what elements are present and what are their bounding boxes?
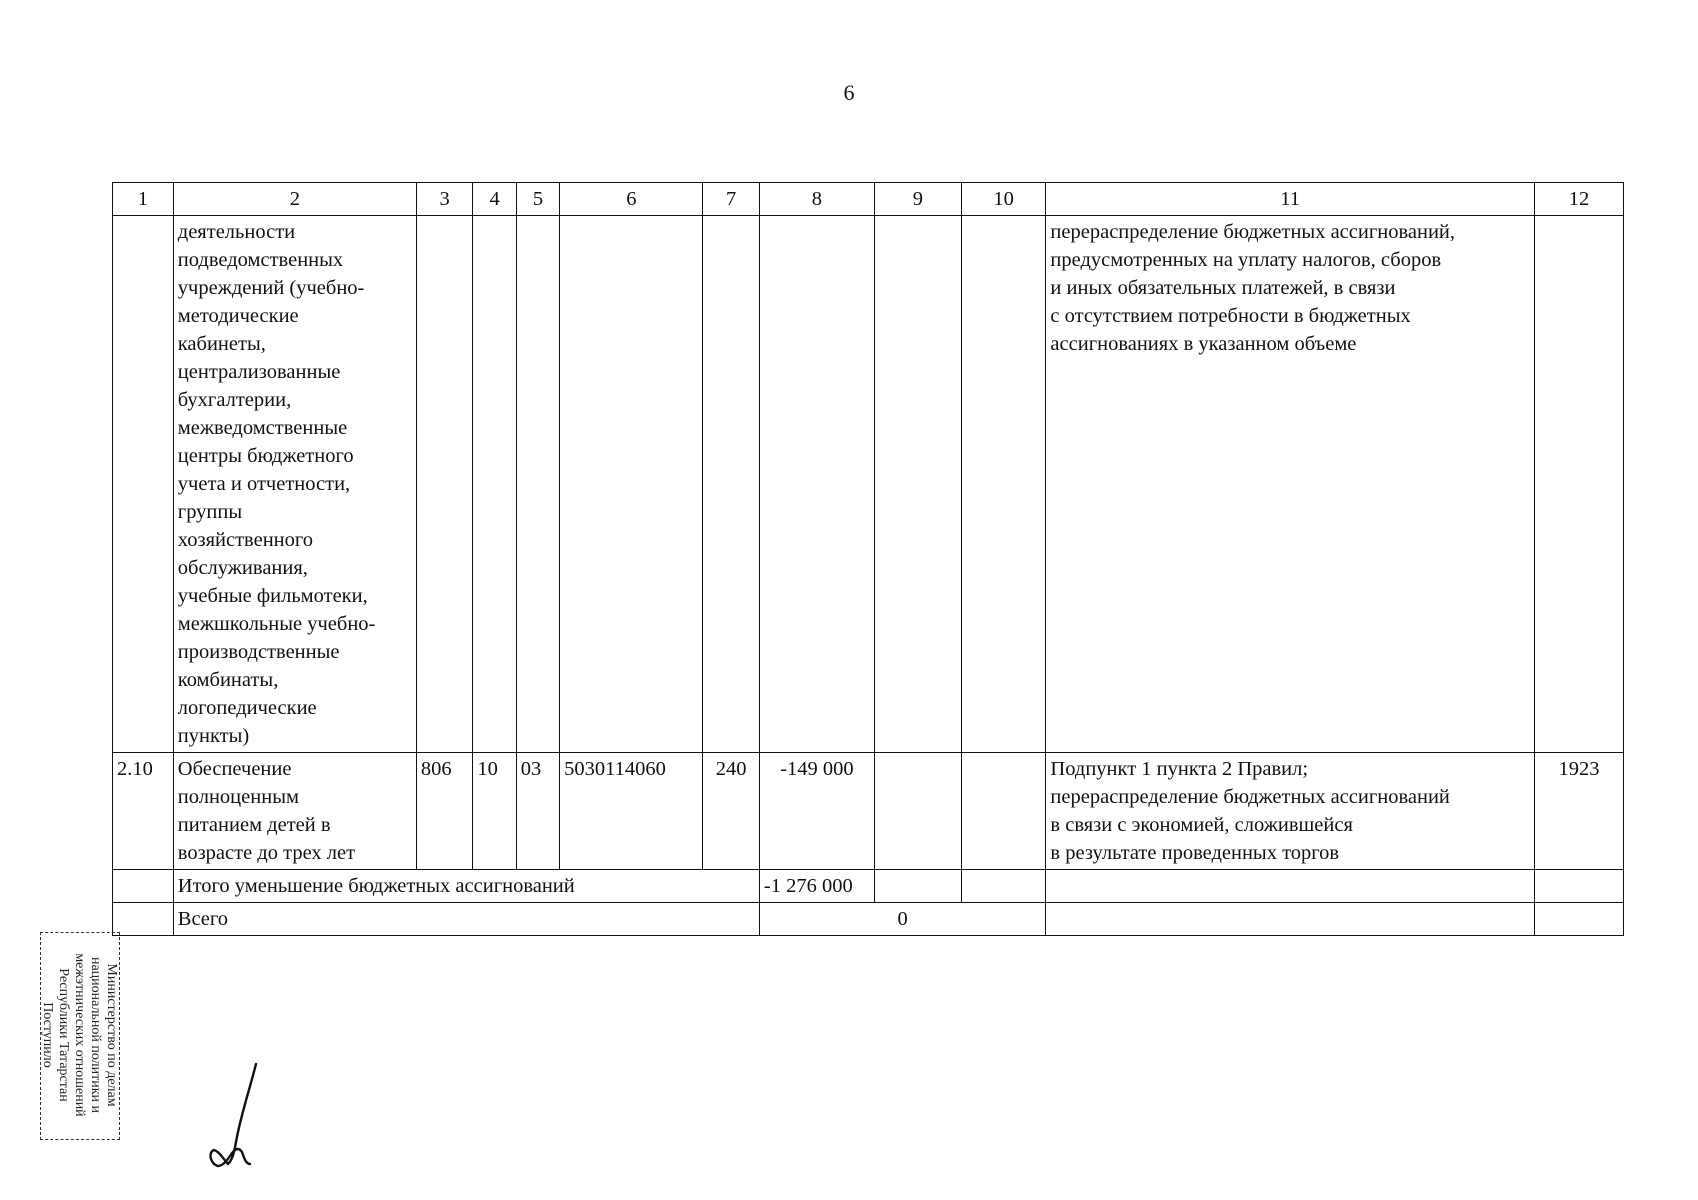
amount-cell: -149 000 (759, 753, 874, 870)
expense-type-code: 240 (703, 753, 759, 870)
column-header: 7 (703, 183, 759, 216)
total-decrease-label: Итого уменьшение бюджетных ассигнований (173, 870, 759, 903)
col10-cell (961, 753, 1046, 870)
grand-total-amount: 0 (759, 903, 1046, 936)
total-decrease-amount: -1 276 000 (759, 870, 874, 903)
table-row-grand-total (113, 903, 1624, 936)
row-description: Обеспечение полноценным питанием детей в возрасте до трех лет (173, 753, 416, 870)
ministry-code: 806 (416, 753, 472, 870)
column-header: 5 (516, 183, 559, 216)
column-header: 3 (416, 183, 472, 216)
column-header: 6 (560, 183, 703, 216)
column-header: 9 (874, 183, 961, 216)
table-header-row (113, 183, 1624, 216)
column-header: 8 (759, 183, 874, 216)
page-number: 6 (843, 80, 855, 105)
column-header: 12 (1534, 183, 1623, 216)
col12-cell: 1923 (1534, 753, 1623, 870)
handwritten-signature (190, 1060, 270, 1170)
subsection-code: 03 (516, 753, 559, 870)
table-row-2-10 (113, 753, 1624, 870)
column-header: 11 (1046, 183, 1534, 216)
target-article-code: 5030114060 (560, 753, 703, 870)
row-justification: перераспределение бюджетных ассигнований, предусмотренных на уплату налогов, сборов и иных обязательных платежей, в связи с отсутствием потребности в бюджетных ассигнованиях в указанном объеме (1046, 216, 1534, 753)
column-header: 1 (113, 183, 174, 216)
row-description: деятельности подведомственных учреждений (учебно- методические кабинеты, централизованные бухгалтерии, межведомственные центры бюджетного учета и отчетности, группы хозяйственного обслуживания, учебные фильмотеки, межшкольные учебно- производственные комбинаты, логопедические пункты) (173, 216, 416, 753)
col9-cell (874, 753, 961, 870)
table-row-total-decrease (113, 870, 1624, 903)
table-row-continued (113, 216, 1624, 753)
budget-table (112, 182, 1624, 936)
column-header: 4 (473, 183, 516, 216)
grand-total-label: Всего (173, 903, 759, 936)
row-number: 2.10 (113, 753, 174, 870)
stamp-text: Министерство по делам национальной политики и межэтнических отношений Республики Татарстан Поступило (40, 953, 119, 1117)
section-code: 10 (473, 753, 516, 870)
column-header: 10 (961, 183, 1046, 216)
row-justification: Подпункт 1 пункта 2 Правил; перераспределение бюджетных ассигнований в связи с экономией, сложившейся в результате проведенных торгов (1046, 753, 1534, 870)
column-header: 2 (173, 183, 416, 216)
